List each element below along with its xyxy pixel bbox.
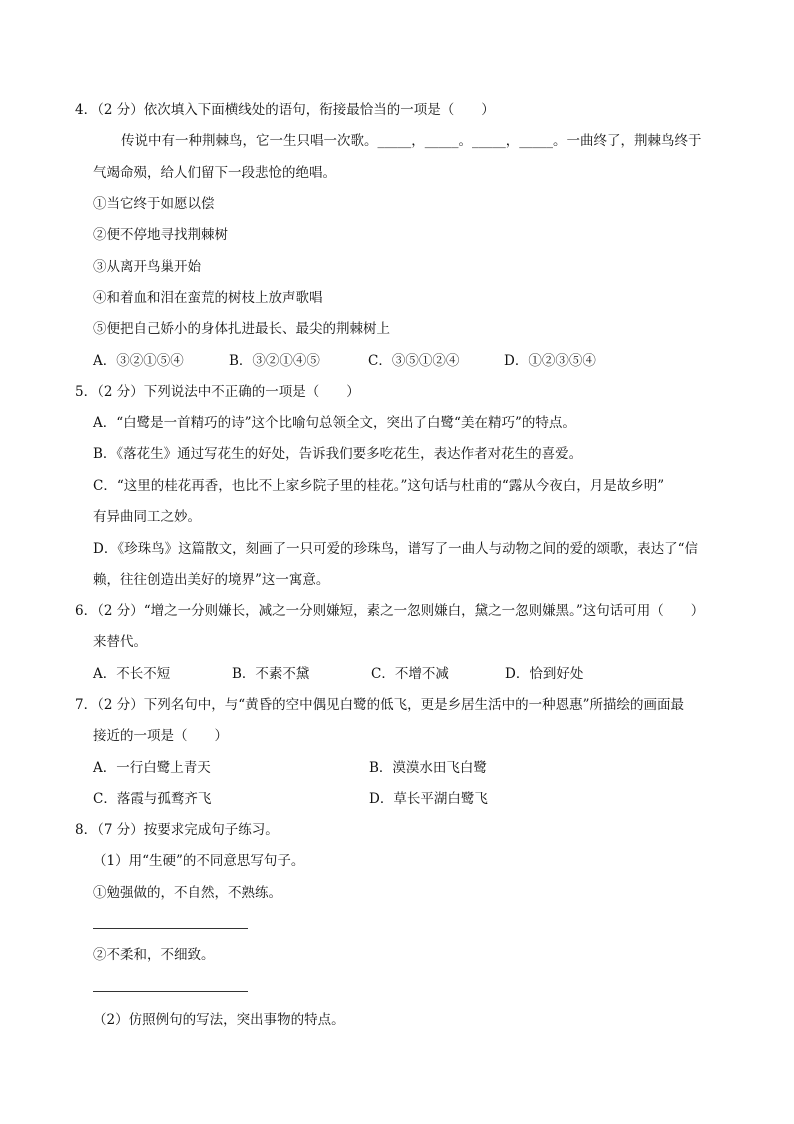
q4-item-1: ①当它终于如愿以偿 [93,196,215,212]
q4-option-d: D．①②③⑤④ [504,353,596,369]
q6-option-b: B．不素不黛 [232,666,310,682]
q6-stem-line2: 来替代。 [93,634,147,650]
q6-option-d: D．恰到好处 [505,666,584,682]
q4-stem: 4．（2 分）依次填入下面横线处的语句，衔接最恰当的一项是（ ） [75,102,495,118]
q4-passage-line2: 气竭命殒，给人们留下一段悲怆的绝唱。 [93,165,336,181]
q8-meaning2: ②不柔和，不细致。 [93,947,215,963]
q4-passage-line1: 传说中有一种荆棘鸟，它一生只唱一次歌。_____，_____。_____，_____。一曲终了，荆棘鸟终于 [121,133,702,149]
q8-meaning1: ①勉强做的，不自然，不熟练。 [93,885,282,901]
q4-option-a: A．③②①⑤④ [93,353,184,369]
q4-item-5: ⑤便把自己娇小的身体扎进最长、最尖的荆棘树上 [93,321,390,337]
q6-options [93,664,733,684]
q5-option-d-line2: 赖，往往创造出美好的境界”这一寓意。 [93,572,330,588]
q8-part2: （2）仿照例句的写法，突出事物的特点。 [93,1012,345,1028]
q7-option-a: A．一行白鹭上青天 [93,760,211,776]
q4-option-b: B．③②①④⑤ [229,353,320,369]
q4-option-c: C．③⑤①②④ [368,353,460,369]
q5-option-a: A．“白鹭是一首精巧的诗”这个比喻句总领全文，突出了白鹭“美在精巧”的特点。 [93,415,576,431]
q4-item-4: ④和着血和泪在蛮荒的树枝上放声歌唱 [93,290,323,306]
q7-option-b: B．漠漠水田飞白鹭 [369,760,487,776]
q4-item-3: ③从离开鸟巢开始 [93,259,201,275]
q7-option-c: C．落霞与孤鹜齐飞 [93,791,212,807]
q5-option-c-line2: 有异曲同工之妙。 [93,509,201,525]
q5-stem: 5．（2 分）下列说法中不正确的一项是（ ） [75,384,360,400]
q6-option-c: C．不增不减 [371,666,449,682]
q8-part1: （1）用“生硬”的不同意思写句子。 [93,853,305,869]
q7-option-d: D．草长平湖白鹭飞 [369,791,488,807]
q6-stem-line1: 6．（2 分）“增之一分则嫌长，减之一分则嫌短，素之一忽则嫌白，黛之一忽则嫌黑。”这句话可用（ ） [75,603,705,619]
q7-options-row2 [93,789,733,809]
q5-option-d-line1: D．《珍珠鸟》这篇散文，刻画了一只可爱的珍珠鸟，谱写了一曲人与动物之间的爱的颂歌，表达了“信 [93,541,698,557]
q8-answer-line-1[interactable] [93,928,248,929]
q7-stem-line2: 接近的一项是（ ） [93,728,228,744]
q5-option-c-line1: C．“这里的桂花再香，也比不上家乡院子里的桂花。”这句话与杜甫的“露从今夜白，月是故乡明” [93,478,665,494]
q5-option-b: B．《落花生》通过写花生的好处，告诉我们要多吃花生，表达作者对花生的喜爱。 [93,446,583,462]
q8-stem: 8．（7 分）按要求完成句子练习。 [75,822,279,838]
q7-options-row1 [93,758,733,778]
q8-answer-line-2[interactable] [93,991,248,992]
q4-options [93,351,733,371]
q7-stem-line1: 7．（2 分）下列名句中，与“黄昏的空中偶见白鹭的低飞，更是乡居生活中的一种恩惠”所描绘的画面最 [75,697,685,713]
q4-item-2: ②便不停地寻找荆棘树 [93,227,228,243]
q6-option-a: A．不长不短 [93,666,171,682]
